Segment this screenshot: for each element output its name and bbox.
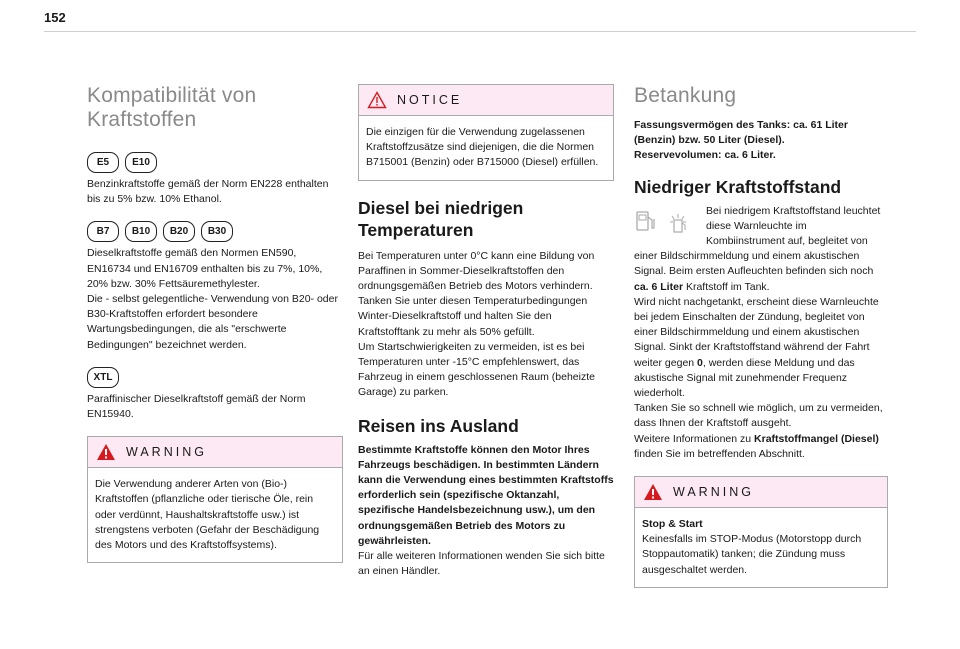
warning-text-2: Keinesfalls im STOP-Modus (Motorstopp durch Stoppautomatik) tanken; die Zündung muss ausgeschaltet werden. <box>642 533 862 576</box>
fuel-badge-e5: E5 <box>87 152 119 173</box>
notice-text: Die einzigen für die Verwendung zugelassenen Kraftstoffzusätze sind diejenigen, die die Normen B715001 (Benzin) oder B715000 (Diesel) erfüllen. <box>366 126 599 169</box>
compatibility-title <box>87 84 343 132</box>
page-number: 152 <box>44 10 66 25</box>
fuel-badge-e10: E10 <box>125 152 157 173</box>
column-refuel <box>634 84 888 588</box>
diesel-title-line1: Diesel bei niedrigen <box>358 197 524 218</box>
warning-triangle-icon <box>96 443 116 461</box>
petrol-badges <box>87 152 343 173</box>
notice-triangle-icon <box>367 91 387 109</box>
fuel-badge-xtl: XTL <box>87 367 119 388</box>
compatibility-title-line1: Kompatibilität von <box>87 84 257 107</box>
travel-title: Reisen ins Ausland <box>358 415 519 436</box>
diesel-text-b20: Die - selbst gelegentliche- Verwendung von B20- oder B30-Kraftstoffen erfordert besondere Wartungsbedingungen, die als "erschwerte Bedingungen" bezeichnet werden. <box>87 293 338 351</box>
compatibility-title-line2: Kraftstoffen <box>87 108 197 131</box>
low-fuel-paragraph-3: Tanken Sie so schnell wie möglich, um zu vermeiden, dass Ihnen der Kraftstoff ausgeht. <box>634 402 883 430</box>
travel-text: Für alle weiteren Informationen wenden Sie sich bitte an einen Händler. <box>358 550 605 578</box>
warning-header <box>88 437 342 468</box>
notice-header <box>359 85 613 116</box>
xtl-badges <box>87 367 343 388</box>
low-fuel-paragraph-4 <box>634 432 888 462</box>
refuel-title: Betankung <box>634 84 737 107</box>
low-fuel-p2-lead: Wird nicht nachgetankt, erscheint diese Warnleuchte bei jedem Einschalten der Zündung, begleitet von einer Bildschirmmeldung und einem akustischen Signal. Sinkt der Kraftstoffstand während der Fahrt weiter gegen <box>634 295 879 369</box>
warning-body-2 <box>635 508 887 587</box>
travel-bold-text: Bestimmte Kraftstoffe können den Motor Ihres Fahrzeugs beschädigen. In bestimmten Ländern kann die Verwendung eines bestimmten Kraftstoffs erforderlich sein (spezifische Oktanzahl, spezifische Handelsbezeichnung usw.), um den ordnungsgemäßen Betrieb des Motors zu gewährleisten. <box>358 443 614 547</box>
warning-box-biofuel <box>87 436 343 563</box>
low-fuel-p4-lead: Weitere Informationen zu <box>634 432 755 445</box>
low-fuel-p1-lead: Bei niedrigem Kraftstoffstand leuchtet diese Warnleuchte im Kombiinstrument auf, begleitet von einer Bildschirmmeldung und einem akustischen Signal. Beim ersten Aufleuchten befinden sich noch <box>634 204 881 278</box>
fuel-badge-b20: B20 <box>163 221 195 242</box>
diesel-title-line2: Temperaturen <box>358 219 474 240</box>
petrol-text: Benzinkraftstoffe gemäß der Norm EN228 enthalten bis zu 5% bzw. 10% Ethanol. <box>87 178 329 206</box>
fuel-badge-b10: B10 <box>125 221 157 242</box>
low-fuel-p1-tail: Kraftstoff im Tank. <box>683 280 770 293</box>
diesel-paragraph-1: Bei Temperaturen unter 0°C kann eine Bildung von Paraffinen in Sommer-Dieselkraftstoffen den ordnungsgemäßen Betrieb des Motors verhindern. Tanken Sie unter diesen Temperaturbedingungen Winter-Dieselkraftstoff und halten Sie den Kraftstofftank zu mehr als 50% gefüllt. <box>358 249 595 338</box>
low-fuel-p4-bold: Kraftstoffmangel (Diesel) <box>754 432 879 445</box>
warning-header-2 <box>635 477 887 508</box>
diesel-badges <box>87 221 343 242</box>
tank-capacity: Fassungsvermögen des Tanks: ca. 61 Liter (Benzin) bzw. 50 Liter (Diesel). <box>634 119 848 147</box>
column-diesel <box>358 84 614 579</box>
diesel-paragraph-2: Um Startschwierigkeiten zu vermeiden, ist es bei Temperaturen unter -15°C empfehlenswert, das Fahrzeug in einem geschlossenen Raum (beheizte Garage) zu parken. <box>358 340 595 399</box>
warning-triangle-icon <box>643 483 663 501</box>
low-fuel-p1-bold: ca. 6 Liter <box>634 280 684 293</box>
notice-label: NOTICE <box>397 93 463 107</box>
warning-body <box>88 468 342 562</box>
notice-body <box>359 116 613 180</box>
low-fuel-title: Niedriger Kraftstoffstand <box>634 176 842 197</box>
warning-box-stop-start <box>634 476 888 588</box>
reserve-volume: Reservevolumen: ca. 6 Liter. <box>634 149 776 162</box>
low-fuel-paragraph-2 <box>634 295 888 401</box>
fuel-badge-b30: B30 <box>201 221 233 242</box>
top-rule <box>44 31 916 32</box>
diesel-low-temp-title <box>358 197 614 241</box>
warning-title-stop-start: Stop & Start <box>642 518 703 531</box>
low-fuel-p4-tail: finden Sie im betreffenden Abschnitt. <box>634 447 805 460</box>
warning-label-2: WARNING <box>673 485 754 500</box>
fuel-badge-b7: B7 <box>87 221 119 242</box>
column-compatibility <box>87 84 343 563</box>
low-fuel-p2-tail: , werden diese Meldung und das akustische Signal mit zunehmender Frequenz wiederholt. <box>634 356 855 400</box>
low-fuel-block <box>634 204 888 462</box>
notice-box <box>358 84 614 181</box>
warning-label: WARNING <box>126 445 207 460</box>
low-fuel-p2-bold: 0 <box>697 356 703 369</box>
xtl-text: Paraffinischer Dieselkraftstoff gemäß der Norm EN15940. <box>87 392 306 421</box>
fuel-pump-icon <box>634 208 696 234</box>
warning-text: Die Verwendung anderer Arten von (Bio-) Kraftstoffen (pflanzliche oder tierische Öle, rein oder verdünnt, Haushaltskraftstoffe usw.) ist strengstens verboten (Gefahr der Beschädigung des Motors und des Kraftstoffsystems). <box>95 478 320 552</box>
diesel-text: Dieselkraftstoffe gemäß den Normen EN590, EN16734 und EN16709 enthalten bis zu 7%, 10%, 20% bzw. 30% Fettsäuremethylester. <box>87 247 323 290</box>
